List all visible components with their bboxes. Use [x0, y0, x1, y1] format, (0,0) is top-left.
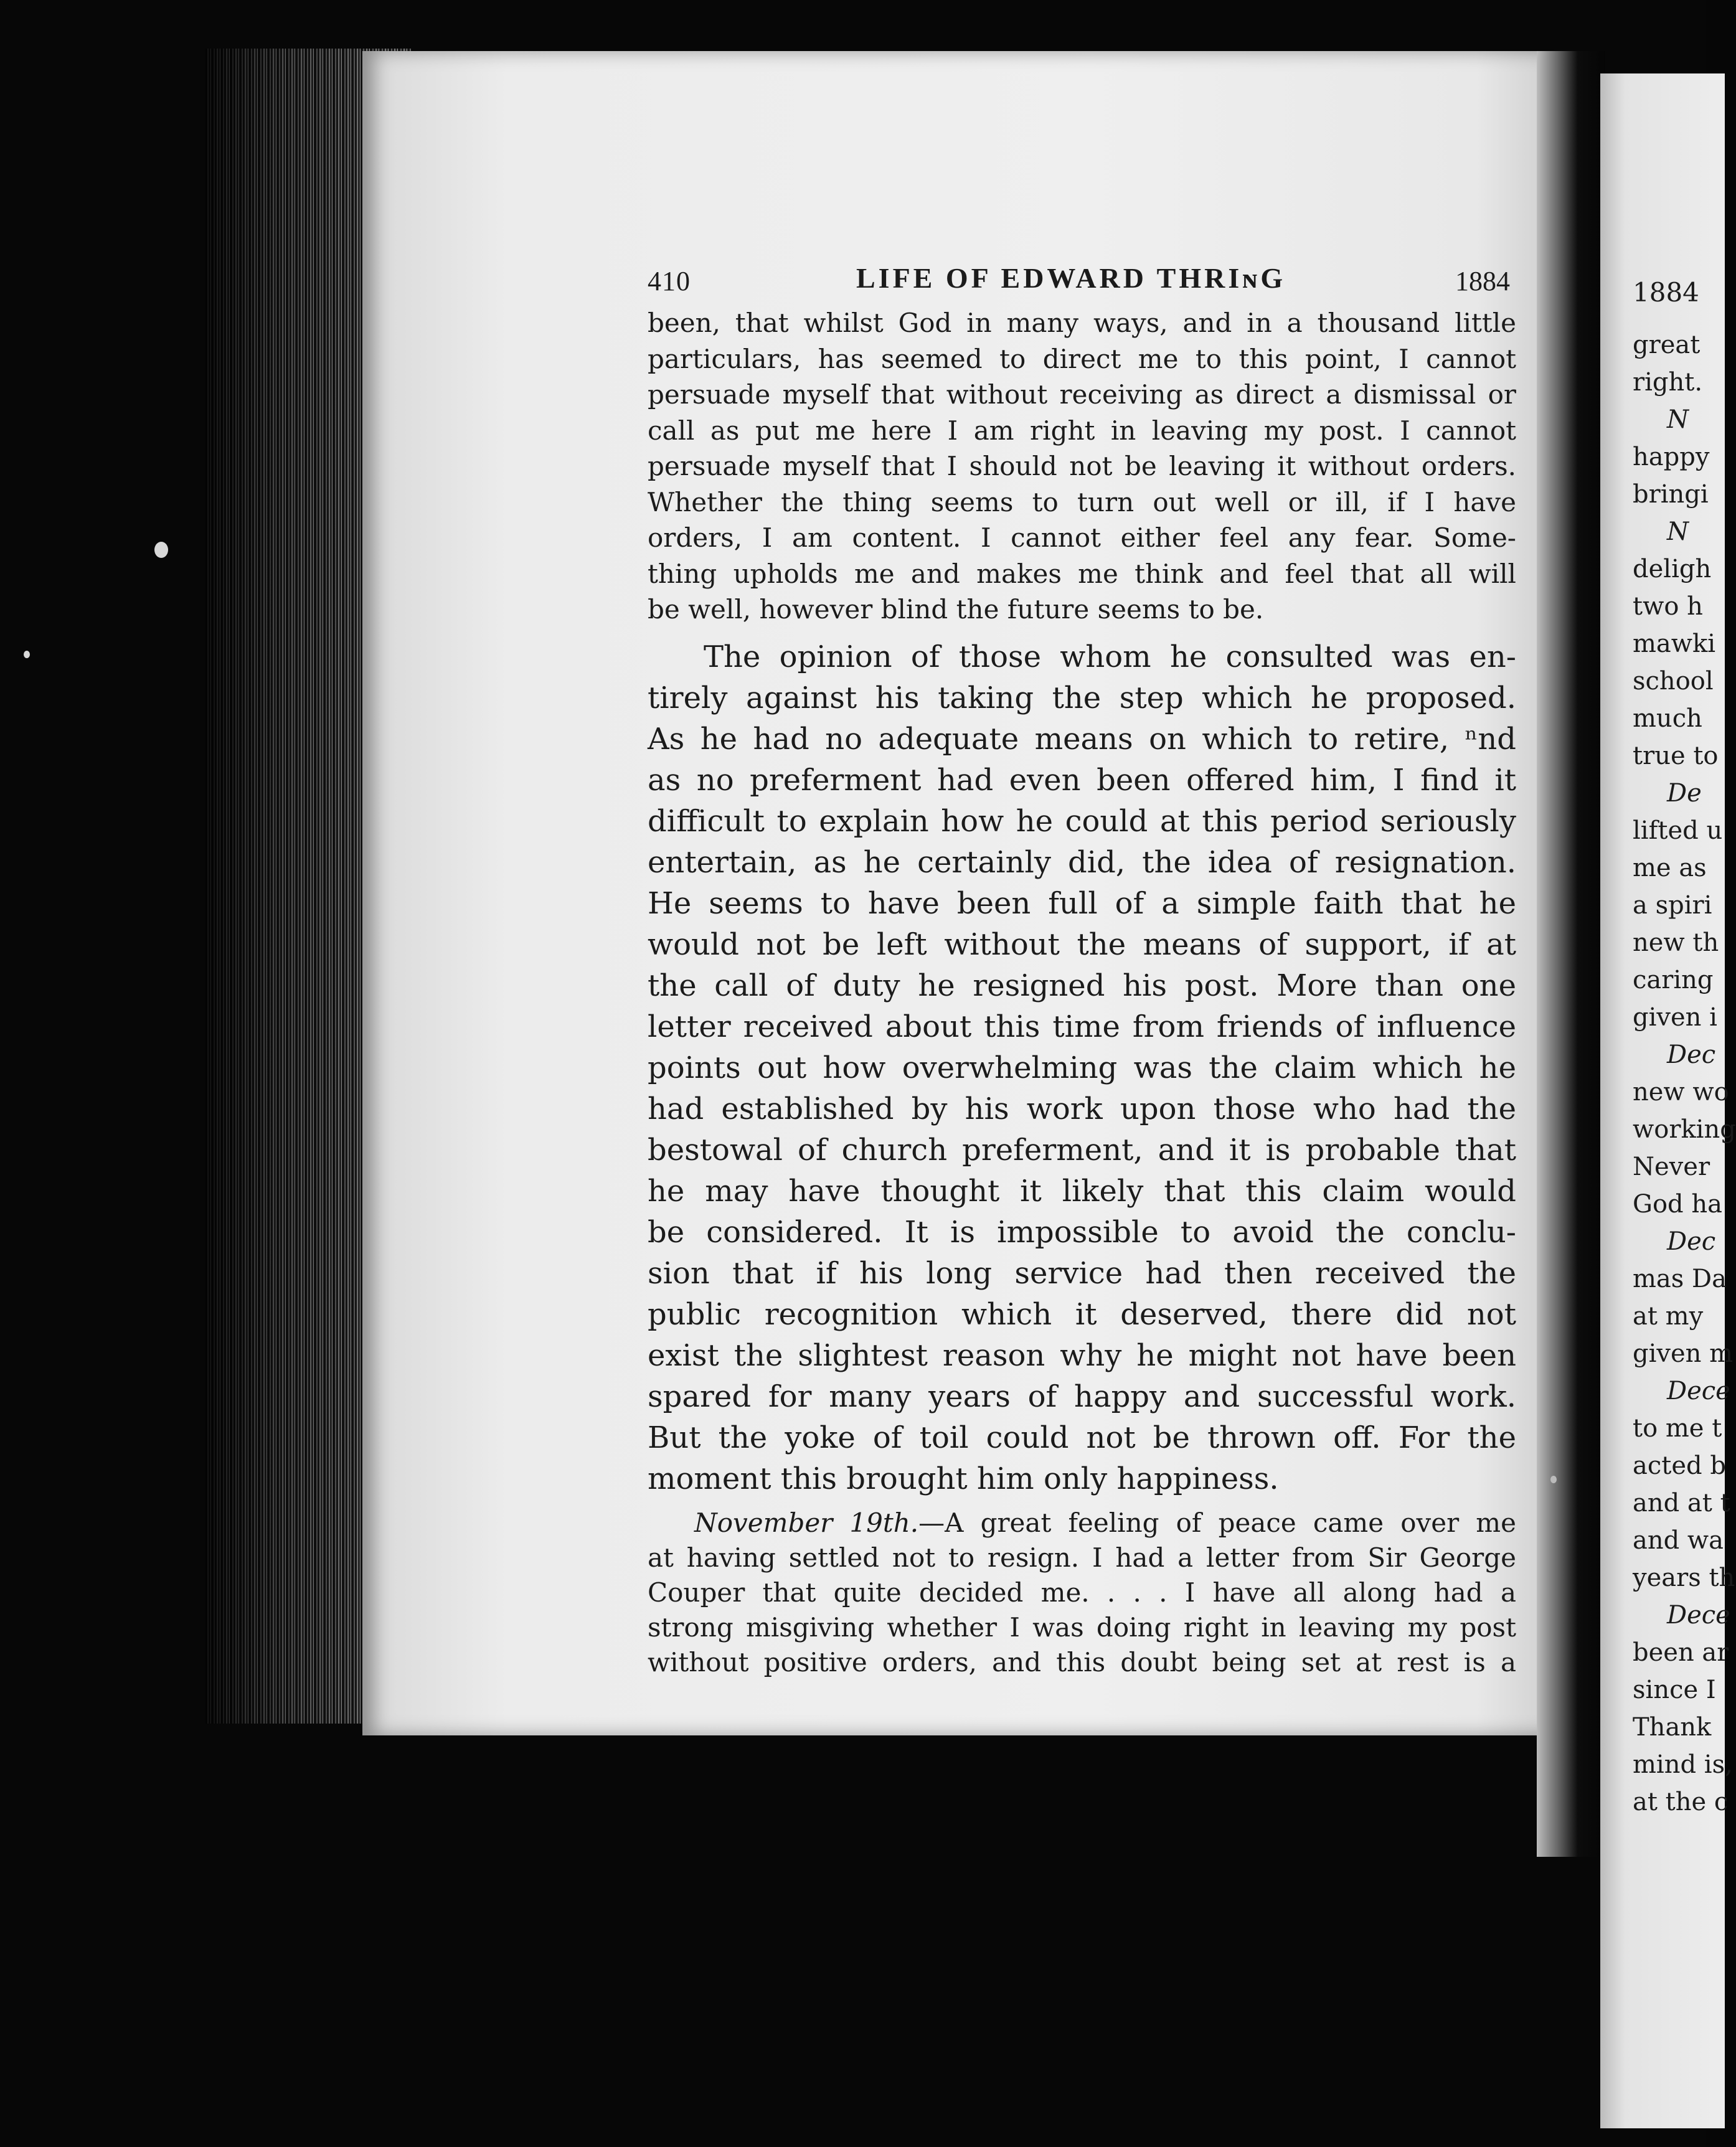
- right-page-line: school: [1633, 667, 1714, 696]
- right-page-line: years th: [1633, 1564, 1735, 1592]
- right-page-line: Dece: [1667, 1377, 1730, 1405]
- right-page-line: true to: [1633, 742, 1719, 770]
- right-page-line: Dece: [1667, 1601, 1730, 1630]
- text-line: The opinion of those whom he consulted was en-: [704, 639, 1516, 674]
- right-page-line: and at t: [1633, 1489, 1730, 1517]
- right-page-line: Dec: [1667, 1227, 1716, 1256]
- right-page-line: much: [1633, 704, 1702, 733]
- right-page-line: a spiri: [1633, 891, 1712, 920]
- paragraph-letter-continuation: [648, 305, 1516, 628]
- right-page-line: been ar: [1633, 1638, 1729, 1667]
- text-line: be considered. It is impossible to avoid the conclu-: [648, 1214, 1516, 1250]
- right-page-line: at the c: [1633, 1788, 1729, 1816]
- right-page-line: N: [1667, 517, 1689, 546]
- right-page-line: me as: [1633, 854, 1707, 882]
- diary-date: November 19th.: [694, 1507, 919, 1538]
- text-line: spared for many years of happy and successful work.: [648, 1379, 1516, 1414]
- text-line: persuade myself that I should not be leaving it without orders.: [648, 451, 1516, 481]
- right-page-line: caring: [1633, 966, 1714, 994]
- text-line: Whether the thing seems to turn out well or ill, if I have: [648, 486, 1516, 517]
- text-line: orders, I am content. I cannot either feel any fear. Some-: [648, 522, 1516, 553]
- text-line: points out how overwhelming was the claim which he: [648, 1050, 1516, 1085]
- right-page-line: happy: [1633, 443, 1710, 471]
- paragraph-diary-entry: [648, 1506, 1516, 1680]
- right-page-line: working: [1633, 1115, 1736, 1144]
- left-page-text: [648, 262, 1516, 1680]
- running-year: 1884: [1455, 266, 1510, 296]
- right-page-line: N: [1667, 405, 1689, 434]
- right-page-line: mind is,: [1633, 1750, 1733, 1779]
- text-line: public recognition which it deserved, there did not: [648, 1296, 1516, 1332]
- text-line: sion that if his long service had then received the: [648, 1255, 1516, 1291]
- right-page-text: [1633, 274, 1736, 1821]
- dust-speck: [24, 651, 30, 658]
- text-line: As he had no adequate means on which to retire, ⁿnd: [648, 721, 1516, 757]
- running-title: LIFE OF EDWARD THRIɴG: [856, 262, 1286, 294]
- text-line: He seems to have been full of a simple faith that he: [648, 885, 1516, 921]
- text-line: difficult to explain how he could at this period seriously: [648, 803, 1516, 839]
- right-page-line: two h: [1633, 592, 1703, 621]
- right-page-line: Thank: [1633, 1713, 1712, 1742]
- text-line-content: —A great feeling of peace came over me: [918, 1507, 1516, 1538]
- text-line: entertain, as he certainly did, the idea of resignation.: [648, 844, 1516, 880]
- text-line: letter received about this time from friends of influence: [648, 1009, 1516, 1044]
- dust-speck: [154, 542, 168, 558]
- text-line: the call of duty he resigned his post. More than one: [648, 968, 1516, 1003]
- text-line: would not be left without the means of support, if at: [648, 927, 1516, 962]
- right-page-line: to me t: [1633, 1414, 1722, 1443]
- right-page-line: right.: [1633, 368, 1703, 397]
- text-line: thing upholds me and makes me think and feel that all will: [648, 558, 1516, 589]
- book-gutter: [1537, 51, 1605, 1857]
- right-page-line: mawki: [1633, 630, 1716, 658]
- text-line: strong misgiving whether I was doing right in leaving my post: [648, 1611, 1516, 1643]
- right-page-line: deligh: [1633, 555, 1712, 583]
- text-line: had established by his work upon those who had the: [648, 1091, 1516, 1126]
- text-line: tirely against his taking the step which he proposed.: [648, 680, 1516, 715]
- right-page-line: De: [1667, 779, 1702, 808]
- dust-speck: [1550, 1476, 1557, 1483]
- paragraph-narrative: [648, 636, 1516, 1499]
- text-line: he may have thought it likely that this claim would: [648, 1173, 1516, 1209]
- text-line: as no preferment had even been offered him, I find it: [648, 762, 1516, 798]
- right-page-line: given m: [1633, 1339, 1734, 1368]
- right-page-line: mas Da: [1633, 1265, 1727, 1293]
- text-line: without positive orders, and this doubt being set at rest is a: [648, 1646, 1516, 1677]
- text-line: [648, 1506, 1516, 1541]
- right-page-line: since I: [1633, 1676, 1716, 1704]
- text-line: exist the slightest reason why he might not have been: [648, 1338, 1516, 1373]
- right-page-line: lifted u: [1633, 816, 1723, 845]
- text-line: been, that whilst God in many ways, and in a thousand little: [648, 308, 1516, 338]
- running-head: [648, 262, 1516, 305]
- right-page-line: new th: [1633, 928, 1719, 957]
- right-page-line: given i: [1633, 1003, 1717, 1032]
- text-line: at having settled not to resign. I had a letter from Sir George: [648, 1542, 1516, 1573]
- right-page-line: Dec: [1667, 1040, 1716, 1069]
- page-number: 410: [648, 266, 691, 296]
- text-line: But the yoke of toil could not be thrown off. For the: [648, 1420, 1516, 1455]
- text-line: particulars, has seemed to direct me to this point, I cannot: [648, 343, 1516, 374]
- right-page-line: Never: [1633, 1153, 1710, 1181]
- text-line: be well, however blind the future seems to be.: [648, 594, 1264, 625]
- right-page-line: bringi: [1633, 480, 1709, 509]
- right-page-line: at my: [1633, 1302, 1704, 1331]
- text-line: call as put me here I am right in leaving my post. I cannot: [648, 415, 1516, 446]
- right-page-line: and wa: [1633, 1526, 1724, 1555]
- right-page-line: great: [1633, 331, 1701, 359]
- text-line: moment this brought him only happiness.: [648, 1461, 1279, 1496]
- right-page-line: God ha: [1633, 1190, 1722, 1219]
- text-line: Couper that quite decided me. . . . I have all along had a: [648, 1577, 1516, 1608]
- text-line: bestowal of church preferment, and it is probable that: [648, 1132, 1516, 1168]
- right-page-line: acted b: [1633, 1451, 1726, 1480]
- text-line: persuade myself that without receiving as direct a dismissal or: [648, 379, 1516, 410]
- right-page-line: new wo: [1633, 1078, 1729, 1107]
- right-page-year: 1884: [1633, 277, 1699, 308]
